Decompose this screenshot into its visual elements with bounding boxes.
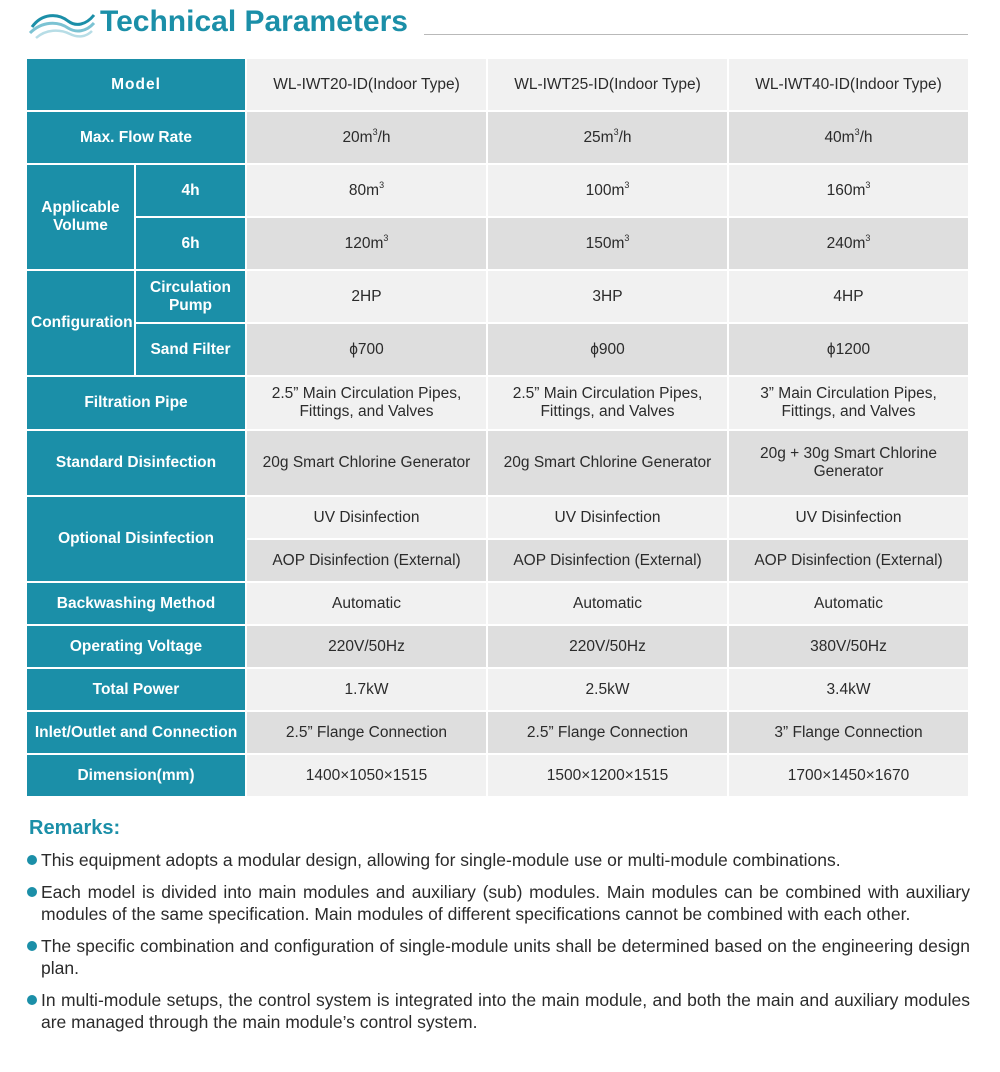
optional-disinfection-cell: UV Disinfection (728, 496, 969, 539)
row-label-configuration: Configuration (26, 270, 135, 376)
remark-item (26, 881, 970, 925)
remarks-title: Remarks: (29, 817, 121, 839)
row-label-filtration-pipe: Filtration Pipe (26, 376, 246, 430)
optional-disinfection-cell: AOP Disinfection (External) (246, 539, 487, 582)
inlet-outlet-cell: 2.5” Flange Connection (487, 711, 728, 754)
backwashing-cell: Automatic (728, 582, 969, 625)
optional-disinfection-cell: UV Disinfection (246, 496, 487, 539)
table-row-volume-6h (26, 217, 969, 270)
standard-disinfection-cell: 20g Smart Chlorine Generator (487, 430, 728, 496)
table-row-inlet-outlet (26, 711, 969, 754)
power-cell: 1.7kW (246, 668, 487, 711)
pump-cell: 2HP (246, 270, 487, 323)
remark-text: Each model is divided into main modules and auxiliary (sub) modules. Main modules can be combined with auxiliary modules of the same specification. Main modules of different specifications cannot be combined with each other. (41, 882, 970, 924)
bullet-dot-icon (27, 887, 37, 897)
volume-cell: $150m^3$ (487, 217, 728, 270)
volume-cell: $160m^3$ (728, 164, 969, 217)
backwashing-cell: Automatic (487, 582, 728, 625)
standard-disinfection-cell: 20g Smart Chlorine Generator (246, 430, 487, 496)
table-row-power (26, 668, 969, 711)
table-row-flow-rate (26, 111, 969, 164)
row-label-inlet-outlet: Inlet/Outlet and Connection (26, 711, 246, 754)
sub-label-4h: 4h (135, 164, 246, 217)
row-label-voltage: Operating Voltage (26, 625, 246, 668)
dimension-cell: 1500×1200×1515 (487, 754, 728, 797)
remark-text: The specific combination and configuration of single-module units shall be determined based on the engineering design plan. (41, 936, 970, 978)
bullet-dot-icon (27, 855, 37, 865)
remark-text: In multi-module setups, the control system is integrated into the main module, and both the main and auxiliary modules are managed through the main module’s control system. (41, 990, 970, 1032)
table-row-voltage (26, 625, 969, 668)
remark-item (26, 935, 970, 979)
flow-rate-cell: $20m^3/h$ (246, 111, 487, 164)
model-name: WL-IWT20-ID(Indoor Type) (246, 58, 487, 111)
row-label-flow-rate: Max. Flow Rate (26, 111, 246, 164)
voltage-cell: 220V/50Hz (487, 625, 728, 668)
filtration-pipe-cell: 2.5” Main Circulation Pipes, Fittings, and Valves (487, 376, 728, 430)
table-row-dimension (26, 754, 969, 797)
optional-disinfection-cell: AOP Disinfection (External) (487, 539, 728, 582)
table-row-volume-4h (26, 164, 969, 217)
inlet-outlet-cell: 2.5” Flange Connection (246, 711, 487, 754)
row-label-backwashing: Backwashing Method (26, 582, 246, 625)
bullet-dot-icon (27, 995, 37, 1005)
volume-cell: $120m^3$ (246, 217, 487, 270)
model-name: WL-IWT25-ID(Indoor Type) (487, 58, 728, 111)
flow-rate-cell: $40m^3/h$ (728, 111, 969, 164)
sub-label-6h: 6h (135, 217, 246, 270)
remark-item (26, 989, 970, 1033)
table-row-backwashing (26, 582, 969, 625)
filtration-pipe-cell: 3” Main Circulation Pipes, Fittings, and Valves (728, 376, 969, 430)
power-cell: 3.4kW (728, 668, 969, 711)
row-label-power: Total Power (26, 668, 246, 711)
volume-cell: $240m^3$ (728, 217, 969, 270)
page-header (22, 2, 968, 42)
volume-cell: $80m^3$ (246, 164, 487, 217)
pump-cell: 3HP (487, 270, 728, 323)
table-row-filtration-pipe (26, 376, 969, 430)
remarks-section (26, 815, 970, 1043)
sand-filter-cell: ϕ1200 (728, 323, 969, 376)
model-name: WL-IWT40-ID(Indoor Type) (728, 58, 969, 111)
dimension-cell: 1700×1450×1670 (728, 754, 969, 797)
filtration-pipe-cell: 2.5” Main Circulation Pipes, Fittings, and Valves (246, 376, 487, 430)
volume-cell: $100m^3$ (487, 164, 728, 217)
row-label-dimension: Dimension(mm) (26, 754, 246, 797)
remark-item (26, 849, 970, 871)
row-label-model: Model (26, 58, 246, 111)
row-label-standard-disinfection: Standard Disinfection (26, 430, 246, 496)
table-row-model (26, 58, 969, 111)
sub-label-circulation-pump: Circulation Pump (135, 270, 246, 323)
bullet-dot-icon (27, 941, 37, 951)
optional-disinfection-cell: AOP Disinfection (External) (728, 539, 969, 582)
row-label-applicable-volume: Applicable Volume (26, 164, 135, 270)
sand-filter-cell: ϕ900 (487, 323, 728, 376)
page-title: Technical Parameters (100, 5, 408, 38)
spec-table (25, 57, 970, 798)
pump-cell: 4HP (728, 270, 969, 323)
row-label-optional-disinfection: Optional Disinfection (26, 496, 246, 582)
sand-filter-cell: ϕ700 (246, 323, 487, 376)
voltage-cell: 380V/50Hz (728, 625, 969, 668)
backwashing-cell: Automatic (246, 582, 487, 625)
voltage-cell: 220V/50Hz (246, 625, 487, 668)
table-row-uv-disinfection (26, 496, 969, 539)
sub-label-sand-filter: Sand Filter (135, 323, 246, 376)
inlet-outlet-cell: 3” Flange Connection (728, 711, 969, 754)
optional-disinfection-cell: UV Disinfection (487, 496, 728, 539)
table-row-circulation-pump (26, 270, 969, 323)
table-row-standard-disinfection (26, 430, 969, 496)
flow-rate-cell: $25m^3/h$ (487, 111, 728, 164)
table-row-sand-filter (26, 323, 969, 376)
standard-disinfection-cell: 20g + 30g Smart Chlorine Generator (728, 430, 969, 496)
dimension-cell: 1400×1050×1515 (246, 754, 487, 797)
title-divider (424, 34, 968, 35)
wave-logo-icon (28, 7, 96, 41)
power-cell: 2.5kW (487, 668, 728, 711)
remark-text: This equipment adopts a modular design, allowing for single-module use or multi-module combinations. (41, 850, 841, 870)
